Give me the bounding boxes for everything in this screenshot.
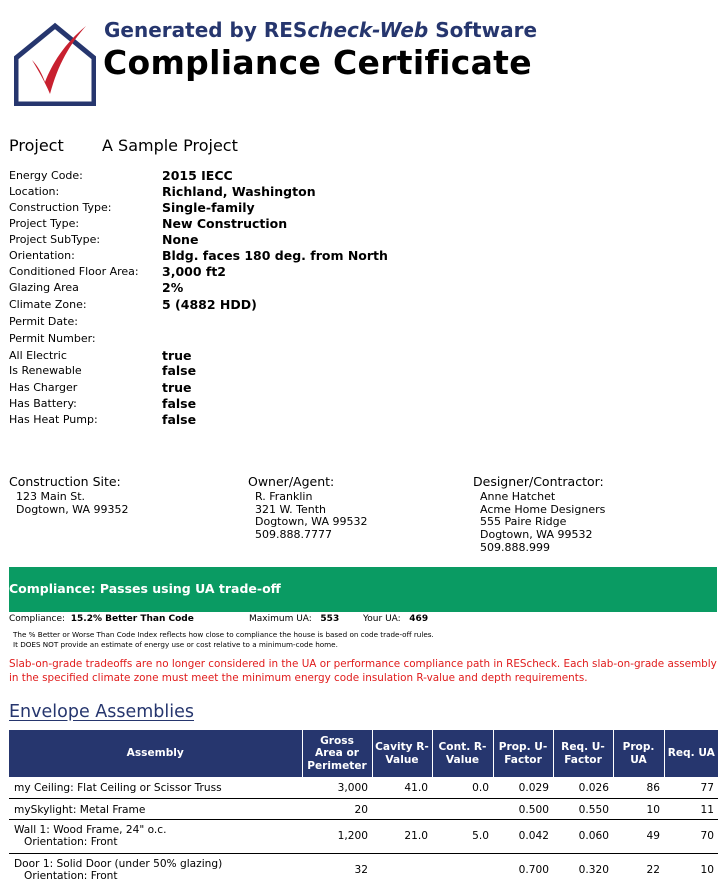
column-header: Prop. UA [613, 730, 664, 777]
prop-ua-cell: 49 [613, 819, 664, 853]
assembly-cell: Wall 1: Wood Frame, 24" o.c. Orientation: Front [9, 819, 302, 853]
info-label: Has Battery: [9, 397, 77, 410]
info-value: 5 (4882 HDD) [162, 297, 257, 312]
compliance-banner [9, 567, 717, 612]
info-label: Project Type: [9, 217, 80, 230]
column-header: Gross Area or Perimeter [302, 730, 372, 777]
cavity-r-cell [372, 798, 432, 819]
info-label: Is Renewable [9, 364, 82, 377]
compliance-note: It DOES NOT provide an estimate of energy use or cost relative to a minimum-code home. [13, 640, 338, 649]
area-cell: 3,000 [337, 782, 368, 794]
cavity-r-cell: 21.0 [372, 819, 432, 853]
info-value: 2015 IECC [162, 168, 233, 183]
address-line: 509.888.7777 [255, 528, 332, 542]
column-header: Cont. R-Value [432, 730, 493, 777]
designer-contractor-block [473, 476, 605, 555]
area-cell: 20 [302, 798, 372, 819]
table-row [9, 853, 718, 886]
info-label: Project SubType: [9, 233, 101, 246]
info-label: Conditioned Floor Area: [9, 265, 139, 278]
assembly-cell: my Ceiling: Flat Ceiling or Scissor Truss [14, 782, 222, 794]
address-line: R. Franklin [255, 489, 313, 503]
generated-by-line: Generated by REScheck-Web Software [104, 18, 538, 42]
req-u-cell: 0.550 [553, 798, 613, 819]
cavity-r-cell [372, 853, 432, 886]
designer-contractor-title: Designer/Contractor: [473, 474, 604, 489]
info-value: true [162, 348, 192, 363]
req-u-cell: 0.026 [578, 782, 609, 794]
info-value: 2% [162, 280, 184, 295]
info-value: true [162, 380, 192, 395]
info-value: 3,000 ft2 [162, 264, 227, 279]
info-value: New Construction [162, 216, 288, 231]
info-label: Permit Number: [9, 332, 96, 345]
cont-r-cell: 5.0 [432, 819, 493, 853]
maximum-ua: Maximum UA: 553 [249, 614, 340, 624]
info-label: Construction Type: [9, 201, 112, 214]
owner-agent-block [248, 476, 367, 542]
info-value: Single-family [162, 200, 255, 215]
prop-ua-cell: 86 [646, 782, 660, 794]
prop-u-cell: 0.029 [518, 782, 549, 794]
project-label: Project [9, 136, 64, 155]
orientation-note: Orientation: Front [24, 870, 118, 882]
info-label: Glazing Area [9, 281, 79, 294]
info-label: All Electric [9, 349, 67, 362]
your-ua: Your UA: 469 [363, 614, 429, 624]
address-line: Dogtown, WA 99532 [480, 528, 593, 542]
rescheck-house-logo-icon [14, 22, 96, 106]
info-value: Richland, Washington [162, 184, 316, 199]
info-label: Climate Zone: [9, 298, 87, 311]
construction-site-block [9, 476, 128, 516]
prop-ua-cell: 10 [613, 798, 664, 819]
info-label: Location: [9, 185, 60, 198]
prop-u-cell: 0.700 [493, 853, 553, 886]
envelope-assemblies-table [9, 730, 718, 886]
req-u-cell: 0.060 [553, 819, 613, 853]
info-label: Orientation: [9, 249, 75, 262]
project-name: A Sample Project [102, 136, 238, 155]
address-line: 509.888.999 [480, 540, 550, 554]
table-row [9, 798, 718, 819]
table-row [9, 819, 718, 853]
address-line: Dogtown, WA 99532 [255, 515, 368, 529]
address-line: 555 Paire Ridge [480, 515, 567, 529]
prop-u-cell: 0.042 [493, 819, 553, 853]
req-ua-cell: 10 [664, 853, 718, 886]
address-line: Anne Hatchet [480, 489, 556, 503]
assembly-cell: mySkylight: Metal Frame [9, 798, 302, 819]
info-label: Permit Date: [9, 315, 78, 328]
info-value: false [162, 412, 197, 427]
compliance-banner-text: Compliance: Passes using UA trade-off [9, 581, 281, 596]
address-line: Acme Home Designers [480, 502, 606, 516]
column-header: Assembly [9, 730, 302, 777]
compliance-note: The % Better or Worse Than Code Index reflects how close to compliance the house is based on code trade-off rules. [13, 630, 434, 639]
cont-r-cell: 0.0 [472, 782, 489, 794]
address-line: Dogtown, WA 99352 [16, 502, 129, 516]
table-row [9, 777, 718, 798]
info-value: None [162, 232, 199, 247]
owner-agent-title: Owner/Agent: [248, 474, 335, 489]
info-label: Has Heat Pump: [9, 413, 98, 426]
orientation-note: Orientation: Front [24, 836, 118, 848]
info-value: Bldg. faces 180 deg. from North [162, 248, 388, 263]
compliance-result: Compliance: 15.2% Better Than Code [9, 614, 194, 624]
req-ua-cell: 11 [664, 798, 718, 819]
column-header: Req. UA [664, 730, 718, 777]
info-value: false [162, 396, 197, 411]
prop-ua-cell: 22 [613, 853, 664, 886]
info-value: false [162, 363, 197, 378]
info-label: Has Charger [9, 381, 78, 394]
assembly-cell: Door 1: Solid Door (under 50% glazing) Orientation: Front [9, 853, 302, 886]
prop-u-cell: 0.500 [493, 798, 553, 819]
req-ua-cell: 70 [664, 819, 718, 853]
cavity-r-cell: 41.0 [404, 782, 428, 794]
cont-r-cell [432, 798, 493, 819]
column-header: Prop. U-Factor [493, 730, 553, 777]
cont-r-cell [432, 853, 493, 886]
address-line: 321 W. Tenth [255, 502, 326, 516]
column-header: Req. U-Factor [553, 730, 613, 777]
area-cell: 1,200 [302, 819, 372, 853]
construction-site-title: Construction Site: [9, 474, 121, 489]
page-title: Compliance Certificate [103, 43, 532, 82]
slab-tradeoff-warning: Slab-on-grade tradeoffs are no longer considered in the UA or performance compliance path in REScheck. Each slab-on-grade assembly in the specified climate zone must meet the minimum energy code insulation R-value and depth requirements. [9, 658, 717, 685]
area-cell: 32 [302, 853, 372, 886]
info-label: Energy Code: [9, 169, 83, 182]
envelope-assemblies-heading: Envelope Assemblies [9, 702, 195, 722]
req-ua-cell: 77 [700, 782, 714, 794]
column-header: Cavity R-Value [372, 730, 432, 777]
address-line: 123 Main St. [16, 489, 86, 503]
req-u-cell: 0.320 [553, 853, 613, 886]
